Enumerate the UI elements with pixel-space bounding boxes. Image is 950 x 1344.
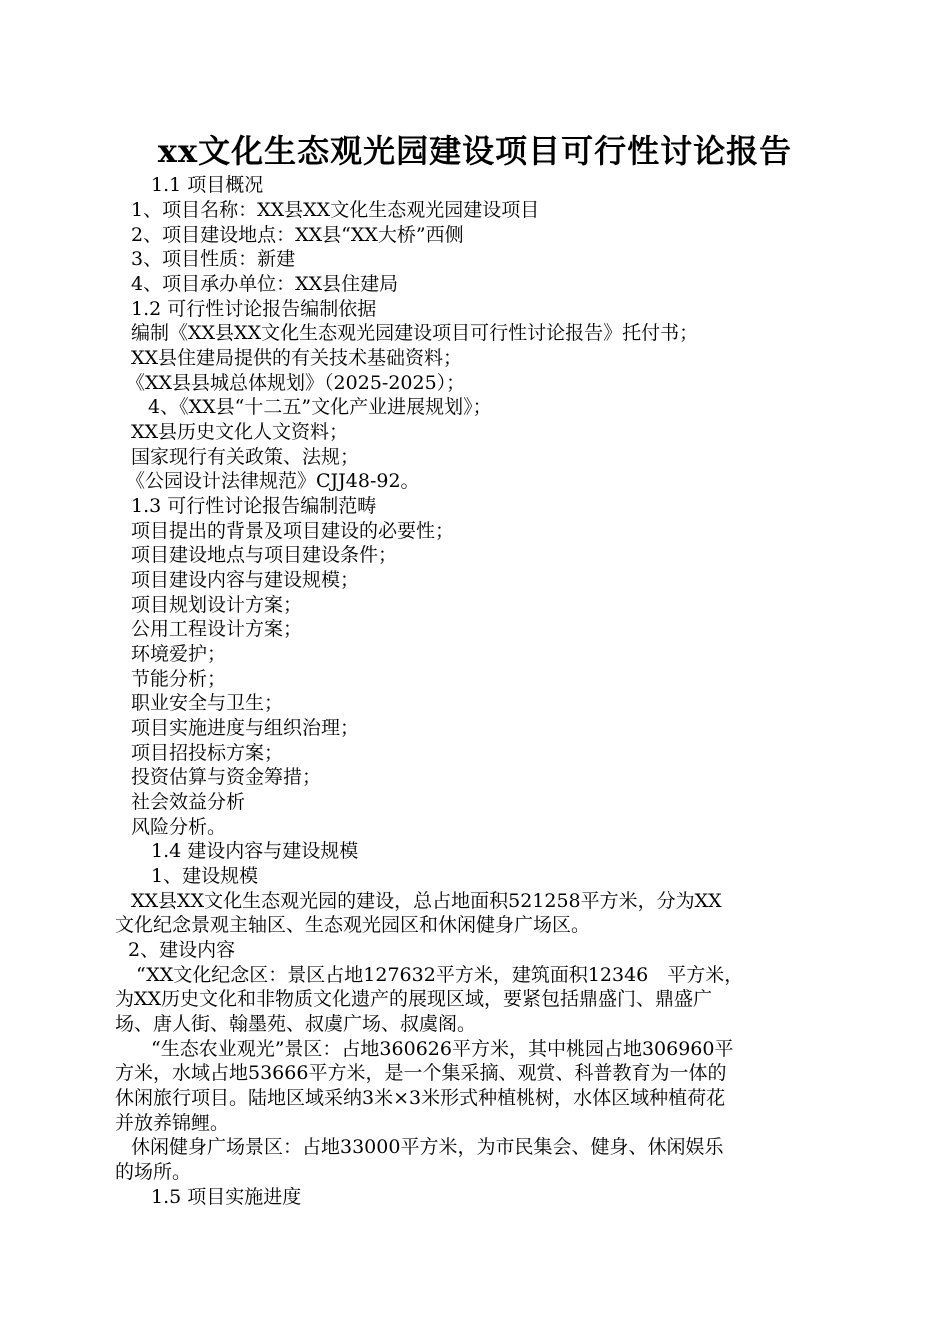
scope-item: 社会效益分析 (131, 791, 246, 813)
basis-item: 4、《XX县“十二五”文化产业进展规划》； (148, 396, 492, 418)
scope-item: 风险分析。 (131, 816, 227, 838)
paragraph-line: “生态农业观光”景区：占地360626平方米，其中桃园占地306960平 (151, 1038, 734, 1060)
scope-item: 项目规划设计方案； (131, 594, 303, 616)
section-heading-1-5: 1.5 项目实施进度 (151, 1186, 302, 1208)
section-heading-1-3: 1.3 可行性讨论报告编制范畴 (131, 495, 377, 517)
paragraph-line: 为XX历史文化和非物质文化遗产的展现区域，要紧包括鼎盛门、鼎盛广 (115, 988, 713, 1010)
paragraph-line: 文化纪念景观主轴区、生态观光园区和休闲健身广场区。 (115, 914, 591, 936)
paragraph-line: 的场所。 (115, 1161, 192, 1183)
document-title: xx文化生态观光园建设项目可行性讨论报告 (157, 132, 793, 170)
section-heading-1-1: 1.1 项目概况 (151, 174, 264, 196)
basis-item: 《公园设计法律规范》CJJ48-92。 (126, 470, 420, 492)
basis-item: 编制《XX县XX文化生态观光园建设项目可行性讨论报告》托付书； (131, 322, 699, 344)
scope-item: 项目实施进度与组织治理； (131, 717, 360, 739)
paragraph-line: 休闲旅行项目。陆地区域采纳3米×3米形式种植桃树，水体区域种植荷花 (115, 1087, 726, 1109)
overview-item: 4、项目承办单位：XX县住建局 (131, 273, 399, 295)
paragraph-line: XX县XX文化生态观光园的建设，总占地面积521258平方米，分为XX (131, 890, 722, 912)
overview-item: 1、项目名称：XX县XX文化生态观光园建设项目 (131, 199, 540, 221)
scope-item: 职业安全与卫生； (131, 692, 284, 714)
paragraph-line: 方米，水域占地53666平方米，是一个集采摘、观赏、科普教育为一体的 (115, 1062, 727, 1084)
paragraph-line: 场、唐人街、翰墨苑、叔虞广场、叔虞阁。 (115, 1013, 477, 1035)
overview-item: 2、项目建设地点：XX县“XX大桥”西侧 (131, 224, 464, 246)
section-heading-1-4: 1.4 建设内容与建设规模 (151, 840, 359, 862)
scope-item: 项目招投标方案； (131, 742, 284, 764)
scope-item: 公用工程设计方案； (131, 618, 303, 640)
basis-item: XX县住建局提供的有关技术基础资料； (131, 347, 463, 369)
scope-item: 项目提出的背景及项目建设的必要性； (131, 520, 455, 542)
subheading-content: 2、建设内容 (128, 939, 236, 961)
overview-item: 3、项目性质：新建 (131, 248, 296, 270)
section-heading-1-2: 1.2 可行性讨论报告编制依据 (131, 298, 377, 320)
paragraph-line: 休闲健身广场景区：占地33000平方米，为市民集会、健身、休闲娱乐 (131, 1136, 724, 1158)
scope-item: 节能分析； (131, 668, 227, 690)
paragraph-line: 并放养锦鲤。 (115, 1112, 230, 1134)
paragraph-line: “XX文化纪念区：景区占地127632平方米，建筑面积12346 平方米， (136, 964, 744, 986)
scope-item: 投资估算与资金筹措； (131, 766, 322, 788)
basis-item: XX县历史文化人文资料； (131, 421, 349, 443)
scope-item: 环境爱护； (131, 643, 227, 665)
basis-item: 《XX县县城总体规划》（2025-2025）； (126, 372, 466, 394)
basis-item: 国家现行有关政策、法规； (131, 446, 360, 468)
scope-item: 项目建设地点与项目建设条件； (131, 544, 398, 566)
scope-item: 项目建设内容与建设规模； (131, 569, 360, 591)
subheading-scale: 1、建设规模 (151, 865, 259, 887)
